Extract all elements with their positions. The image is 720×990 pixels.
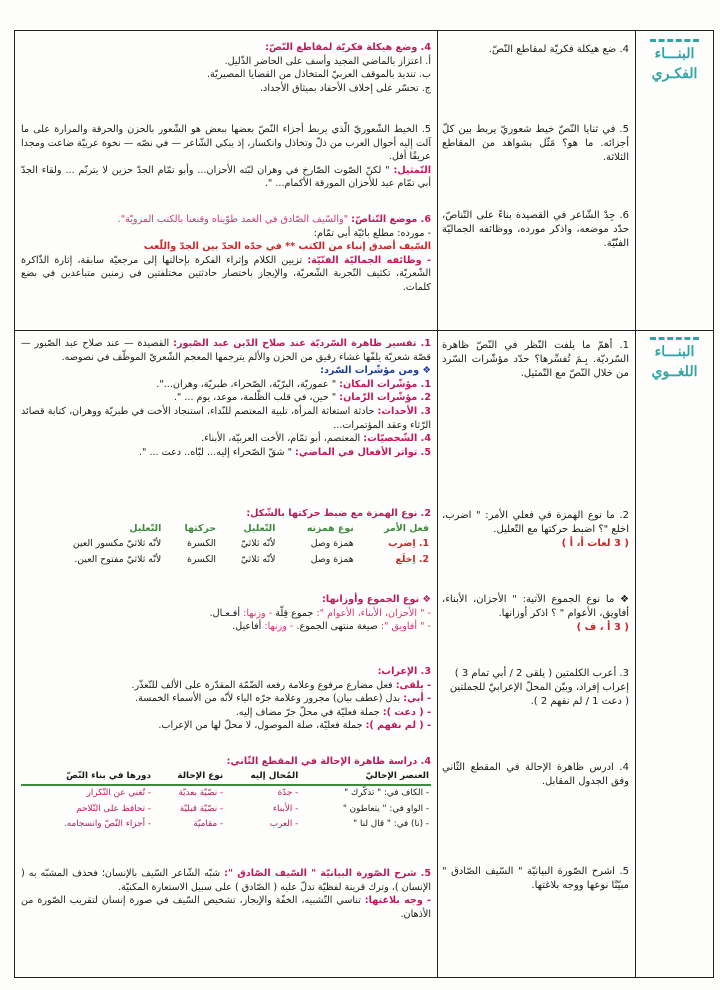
question-5: 5. في ثنايا النّصّ خيط شعوريّ يربط بين كلّ أجزائه. ما هو؟ مَثّل بشواهد من المقاطع الثلاثة. (442, 124, 629, 164)
table-cell: - أجزاء النّصّ وانسجامه. (63, 819, 151, 830)
answer-l3 (21, 665, 431, 733)
answer-plurals (21, 593, 431, 634)
irab-2-label: - أبي: (403, 693, 431, 705)
answer-l1-p1-label: 1. مؤشّرات المكان: (339, 378, 431, 390)
answer-4-b: ب. تنديد بالموقف العربيّ المتخاذل من القضايا المصيريّة. (206, 69, 431, 81)
table-row (21, 802, 431, 818)
answer-l1-sub: ❖ ومن مؤشّرات السّرد: (320, 365, 431, 377)
plural-1-words: - " الأحزان، الأبناء، الأعوام ": (316, 607, 431, 619)
table-cell: لأنّه ثلاثيّ (240, 538, 276, 550)
hamza-table-header (21, 521, 431, 537)
answer-l4-title: 4. دراسة ظاهرة الإحالة في المقطع الثّاني: (226, 756, 431, 767)
question-plurals-text: ❖ ما نوع الجموع الآتية: " الأحزان، الأبناء، أفاويق، الأعوام " ؟ اذكر أوزانها. (442, 594, 629, 620)
question-l3 (442, 667, 629, 710)
plural-2-wlabel: - وزنها: (264, 621, 294, 633)
section-label-cell (635, 31, 713, 330)
questions-cell (437, 31, 635, 330)
question-l4: 4. ادرس ظاهرة الإحالة في المقطع الثّاني وفق الجدول المقابل. (442, 762, 629, 788)
table-cell: لأنّه ثلاثيّ مفتوح العين. (74, 553, 162, 565)
table-cell: - مقاميّة (193, 819, 224, 830)
table-row (21, 817, 431, 833)
answer-l1-p3: حادثة استغاثة المرأة، تلبية المعتصم للنّداء، استنجاد الأخت في طبريّة ووهران، كتابة قصائد الرّثاء وعقد المؤتمرات... (21, 405, 431, 431)
answers-cell (15, 331, 437, 977)
dash-decoration (650, 337, 699, 340)
answer-l1-p4-label: 4. الشّخصيّات: (363, 433, 431, 445)
reference-header-cell: المُحال إليه (225, 769, 300, 786)
hamza-header-cell: التّعليل (243, 522, 276, 534)
irab-2: بدل (عطف بيان) مجرور وعلامة جرّه الياء لأنّه من الأسماء الخمسة. (135, 693, 401, 705)
section-label-cell (635, 331, 713, 977)
table-cell: لأنّه ثلاثيّ مكسور العين (72, 538, 162, 550)
table-cell: - الأبناء (272, 803, 299, 814)
reference-header-cell: العنصر الإحاليّ (300, 769, 431, 786)
irab-1-label: - يلقى: (395, 679, 431, 691)
hamza-header-cell: حركتها (184, 522, 217, 534)
answer-l1-text: القصيدة — عند صلاح عبد الصّبور — قصّة شعريّة يلفّها غشاء رقيق من الحزن والألم يترجمها المعجم الشّعريّ الموظّف في نصوصه. (21, 338, 431, 363)
answer-l5-label: - وجه بلاغتها: (364, 895, 431, 907)
section-title-text: البنـــاء اللغــوي (651, 344, 698, 380)
worksheet (14, 30, 714, 978)
table-cell: - العرب (269, 819, 299, 830)
hamza-header-cell: فعل الأمر (384, 522, 429, 534)
reference-header-cell: دورها في بناء النّصّ (21, 769, 153, 786)
answer-l5-text: شبّه الشّاعر السّيف بالإنسان؛ فحذف المشبّه به ( الإنسان )، وترك قرينة لفظيّة تدلّ عليه ( الصّادق ) على سبيل الاستعارة المكنيّة. (21, 868, 431, 893)
answers-cell (15, 31, 437, 330)
answer-l2 (21, 507, 431, 567)
questions-cell (437, 331, 635, 977)
answer-l4 (21, 755, 431, 833)
question-l5: 5. اشرح الصّورة البيانيّة " السّيف الصّادق " مبيّنًا نوعها ووجه بلاغتها. (442, 866, 629, 892)
answer-4-title: 4. وضع هيكلة فكريّة لمقاطع النّصّ: (265, 42, 431, 53)
table-cell: 2. اِخلَع (395, 553, 429, 565)
irab-3: جملة فعليّة في محلّ جرّ مضاف إليه. (235, 706, 380, 718)
answer-6 (21, 213, 431, 295)
answer-l2-title: 2. نوع الهمزة مع ضبط حركتها بالشّكل: (246, 508, 431, 519)
answer-l1-p1: " عموريّة، البرّيّة، الصّحراء، طبريّة، وهران...". (156, 378, 337, 390)
plural-2-words: - " أفاويق ": (380, 621, 431, 633)
answer-l1-p2: " حين، في قلب الظّلمة، موعد، يوم ... ". (173, 392, 337, 404)
question-plurals-note: ( 3 أ ، ف ) (576, 622, 629, 634)
hamza-header-cell: التّعليل (129, 522, 162, 534)
table-row (21, 785, 431, 802)
table-cell: - نصّيّة بعديّة (178, 788, 224, 799)
table-cell: - الواو في: " يتعاطون " (342, 803, 429, 814)
table-cell: الكسرة (186, 553, 217, 565)
section-title-intellectual (642, 39, 707, 84)
table-row (21, 552, 431, 568)
answer-l1 (21, 337, 431, 459)
table-cell: لأنّه ثلاثيّ (240, 553, 276, 565)
dash-decoration (650, 39, 699, 42)
row-linguistic (15, 331, 713, 977)
table-cell: همزة وصل (310, 553, 354, 565)
answer-4-c: ج. تحسّر على إخلاف الأحفاد بميثاق الأجداد. (260, 82, 431, 94)
answer-6-title: 6. موضع التّناصّ: (351, 214, 431, 225)
section-title-linguistic (642, 337, 707, 382)
section-title-text: البنـــاء الفكـري (651, 46, 698, 82)
table-cell: - نصّيّة قبليّة (179, 803, 224, 814)
question-l2-note: ( 3 لغات أ، أ ) (561, 538, 629, 550)
answer-plurals-title: ❖ نوع الجموع وأوزانها: (322, 594, 431, 605)
answer-5-example: " لكنّ الصّوت الصّارخ في وهران لبّته الأحزان... وأبو تمّام الجدّ حزين لا يترنّم ... ولقاء الجدّ أبي تمّام عيد للأحزان المورقة الأكمام... ". (21, 164, 431, 190)
answer-l1-p5: " شقّ الصّحراء إليه... لبّاه.. دعت ... ". (138, 446, 292, 458)
answer-l3-title: 3. الإعراب: (377, 666, 431, 677)
irab-3-label: - ( دعت ): (382, 706, 431, 718)
answer-4-a: أ. اعتزاز بالماضي المجيد وأسف على الحاضر الذّليل. (224, 55, 431, 67)
table-row (21, 536, 431, 552)
reference-table-header (21, 769, 431, 786)
answer-5-example-label: التّمثيل: (393, 164, 431, 176)
question-plurals (442, 593, 629, 636)
answer-l1-p2-label: 2. مؤشّرات الزّمان: (339, 392, 431, 404)
answer-l5-rhetoric: تناسي التّشبيه، الخفّة والإيجاز، تشخيص السّيف في صورة إنسان لتقريب الصّورة من الأذهان. (21, 895, 431, 920)
answer-6-func: تزيين الكلام وإثراء الفكرة بإحالتها إلى مرجعيّة سابقة، إثارة الذّاكرة الشّعريّة، تكثيف التّجربة الشّعريّة، والإيجاز باختصار حادثتين مختلفتين في زمنين متباعدين في بضع كلمات. (21, 254, 431, 293)
table-cell: الكسرة (186, 538, 217, 550)
question-4: 4. ضع هيكلة فكريّة لمقاطع النّصّ. (488, 44, 629, 55)
hamza-table (21, 521, 431, 568)
plural-1-wlabel: - وزنها: (243, 607, 273, 619)
plural-2-type: صيغة منتهى الجموع. (296, 621, 378, 633)
question-6: 6. جِدْ الشّاعر في القصيدة بناءً على التّناصّ، حدّد موضعه، واذكر مورده، ووظائفه الجماليّة الفنّيّة. (442, 210, 629, 250)
answer-l1-title: 1. تفسير ظاهرة السّرديّة عند صلاح الدّين عبد الصّبور: (173, 338, 431, 349)
question-l2 (442, 509, 629, 552)
table-cell: - الكاف في: " تذكّرك " (344, 788, 429, 799)
table-cell: - (نا) في: " قال لنا " (353, 819, 429, 830)
answer-5-text: 5. الخيط الشّعوريّ الّذي يربط أجزاء النّصّ بعضها ببعض هو الشّعور بالحزن والحرقة والمرارة على ما آلت إليه أحوال العرب من ذلّ وتخاذل وانكسار، إذ يبكي الشّاعر — في نصّه — نخوة عربيّة ضاعت ومجدا عريقًا أفل. (21, 124, 431, 163)
table-cell: 1. اِضرب (388, 538, 429, 550)
hamza-header-cell: نوع همزته (306, 522, 354, 534)
plural-2-weight: أفاعيل. (232, 621, 262, 633)
plural-1-weight: أفـعـال. (209, 607, 241, 619)
row-intellectual (15, 31, 713, 331)
answer-6-source: - مورده: مطلع بائيّة أبي تمّام: (313, 227, 431, 239)
answer-4 (21, 41, 431, 95)
answer-l1-p3-label: 3. الأحداث: (377, 405, 431, 417)
table-cell: همزة وصل (310, 538, 354, 550)
table-cell: - جدّة (277, 788, 299, 799)
irab-4-label: - ( لم نفهم ): (365, 720, 431, 732)
answer-6-quote: "والسّيف الصّادق في الغمد طوّيناه وقنعنا بالكتب المرويّة". (117, 214, 349, 225)
answer-5 (21, 123, 431, 191)
answer-l1-p4: المعتصم، أبو تمّام، الأخت العربيّة، الأبناء. (201, 433, 361, 445)
answer-l1-p5-label: 5. تواتر الأفعال في الماضي: (295, 446, 431, 458)
table-cell: - تحافظ على التّلاحم (76, 803, 151, 814)
plural-1-type: جموع قِلّة (275, 607, 314, 619)
answer-6-func-label: - وظائفه الجماليّة الفنّيّة: (307, 254, 431, 266)
question-l3-b: إعراب إفراد، وبيّن المحلّ الإعرابيّ للجملتين (449, 682, 629, 694)
question-l1: 1. أهمّ ما يلفت النّظر في النّصّ ظاهرة السّرديّة. بِـمَ تُفسِّرها؟ حدّد مؤشّرات السّرد من خلال النّصّ مع التّمثيل. (442, 340, 629, 380)
irab-4: جملة فعليّة، صلة الموصول، لا محلّ لها من الإعراب. (158, 720, 363, 732)
reference-header-cell: نوع الإحالة (153, 769, 225, 786)
answer-l5 (21, 867, 431, 921)
question-l3-a: 3. أعرب الكلمتين ( يلقى 2 / أبي تمام 3 ) (454, 668, 629, 679)
question-l3-c: ( دعت 1 / لم نفهم 2 ). (530, 696, 629, 708)
answer-6-verse: السّيف أصدق إنباء من الكتب ** في حدّه الحدّ بين الجدّ واللّعب (143, 241, 431, 253)
reference-table (21, 769, 431, 833)
question-l2-text: 2. ما نوع الهمزة في فعلي الأمر: " اضرب، اخلع "؟ اضبط حركتها مع التّعليل. (442, 510, 629, 536)
answer-l5-title: 5. شرح الصّورة البيانيّة " السّيف الصّادق ": (224, 868, 431, 879)
irab-1: فعل مضارع مرفوع وعلامة رفعه الضّمّة المقدّرة على الألف للتّعذّر. (131, 679, 393, 691)
table-cell: - تُغني عن التّكرار (86, 788, 151, 799)
